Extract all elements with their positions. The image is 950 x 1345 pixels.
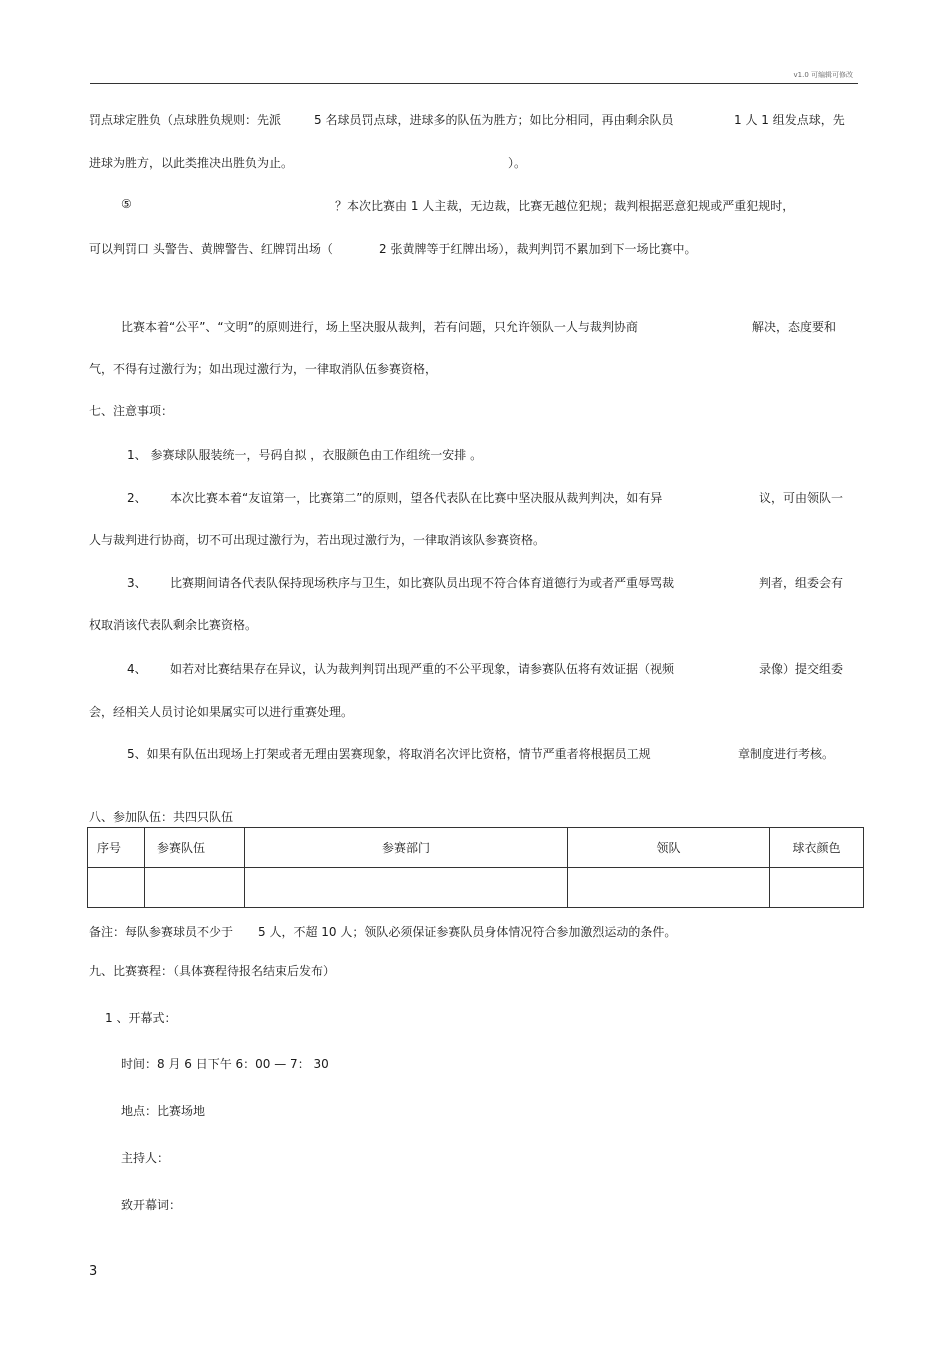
text-line-l9-seg-0: 2、 bbox=[127, 491, 147, 505]
text-line-l11-seg-1: 比赛期间请各代表队保持现场秩序与卫生，如比赛队员出现不符合体育道德行为或者严重辱骂裁 bbox=[170, 576, 675, 590]
table-cell bbox=[88, 868, 145, 908]
text-line-l18-seg-0: 九、比赛赛程：（具体赛程待报名结束后发布） bbox=[89, 964, 336, 978]
text-line-l7-seg-0: 七、注意事项： bbox=[89, 404, 174, 418]
table-header-cell: 参赛队伍 bbox=[145, 828, 245, 868]
text-line-l5-seg-1: 解决，态度要和 bbox=[752, 320, 837, 334]
text-line-l17-seg-1: 5 人，不超 10 人；领队必须保证参赛队员身体情况符合参加激烈运动的条件。 bbox=[258, 925, 677, 939]
text-line-l16-seg-0: 八、参加队伍：共四只队伍 bbox=[89, 810, 234, 824]
text-line-l5-seg-0: 比赛本着“公平”、“文明”的原则进行，场上坚决服从裁判，若有问题，只允许领队一人与裁判协商 bbox=[121, 320, 638, 334]
table-cell bbox=[770, 868, 864, 908]
text-line-l8-seg-0: 1、 参赛球队服装统一，号码自拟 ，衣服颜色由工作组统一安排 。 bbox=[127, 448, 483, 462]
text-line-l1-seg-1: 5 名球员罚点球，进球多的队伍为胜方；如比分相同，再由剩余队员 bbox=[314, 113, 674, 127]
table-header-cell: 球衣颜色 bbox=[770, 828, 864, 868]
teams-table-header-row bbox=[88, 828, 864, 868]
header-rule bbox=[90, 83, 858, 84]
text-line-l15-seg-1: 章制度进行考核。 bbox=[738, 747, 835, 761]
text-line-l22-seg-0: 主持人： bbox=[121, 1151, 170, 1165]
text-line-l9-seg-1: 本次比赛本着“友谊第一，比赛第二”的原则，望各代表队在比赛中坚决服从裁判判决，如有异 bbox=[170, 491, 663, 505]
table-header-cell: 参赛部门 bbox=[245, 828, 568, 868]
text-line-l19-seg-0: 1 、开幕式： bbox=[105, 1011, 177, 1025]
text-line-l13-seg-1: 如若对比赛结果存在异议，认为裁判判罚出现严重的不公平现象，请参赛队伍将有效证据（视频 bbox=[170, 662, 675, 676]
text-line-l4-seg-0: 可以判罚口 头警告、黄牌警告、红牌罚出场（ bbox=[89, 242, 333, 256]
text-line-l12-seg-0: 权取消该代表队剩余比赛资格。 bbox=[89, 618, 258, 632]
text-line-l21-seg-0: 地点：比赛场地 bbox=[121, 1104, 206, 1118]
text-line-l4-seg-1: 2 张黄牌等于红牌出场），裁判判罚不累加到下一场比赛中。 bbox=[379, 242, 697, 256]
text-line-l10-seg-0: 人与裁判进行协商，切不可出现过激行为，若出现过激行为，一律取消该队参赛资格。 bbox=[89, 533, 546, 547]
text-line-l17-seg-0: 备注：每队参赛球员不少于 bbox=[89, 925, 234, 939]
text-line-l11-seg-2: 判者，组委会有 bbox=[759, 576, 844, 590]
table-row bbox=[88, 868, 864, 908]
text-line-l20-seg-0: 时间：8 月 6 日下午 6：00 — 7： 30 bbox=[121, 1057, 329, 1071]
table-cell bbox=[145, 868, 245, 908]
text-line-l6-seg-0: 气，不得有过激行为；如出现过激行为，一律取消队伍参赛资格， bbox=[89, 362, 438, 376]
text-line-l23-seg-0: 致开幕词： bbox=[121, 1198, 182, 1212]
text-line-l13-seg-2: 录像）提交组委 bbox=[759, 662, 844, 676]
text-line-l3-seg-0: ⑤ bbox=[121, 197, 132, 211]
text-line-l15-seg-0: 5、如果有队伍出现场上打架或者无理由罢赛现象，将取消名次评比资格，情节严重者将根据员工规 bbox=[127, 747, 651, 761]
text-line-l9-seg-2: 议，可由领队一 bbox=[759, 491, 844, 505]
table-cell bbox=[245, 868, 568, 908]
teams-table bbox=[87, 827, 864, 908]
table-header-cell: 领队 bbox=[568, 828, 770, 868]
text-line-l3-seg-1: ？本次比赛由 1 人主裁，无边裁，比赛无越位犯规；裁判根据恶意犯规或严重犯规时， bbox=[335, 199, 795, 213]
text-line-l1-seg-0: 罚点球定胜负（点球胜负规则：先派 bbox=[89, 113, 282, 127]
text-line-l14-seg-0: 会，经相关人员讨论如果属实可以进行重赛处理。 bbox=[89, 705, 354, 719]
text-line-l11-seg-0: 3、 bbox=[127, 576, 147, 590]
table-header-cell: 序号 bbox=[88, 828, 145, 868]
text-line-l13-seg-0: 4、 bbox=[127, 662, 147, 676]
header-version-tag: v1.0 可编辑可修改 bbox=[793, 71, 853, 79]
page-number: 3 bbox=[89, 1264, 98, 1279]
text-line-l2-seg-1: ）。 bbox=[508, 156, 527, 170]
table-cell bbox=[568, 868, 770, 908]
text-line-l2-seg-0: 进球为胜方，以此类推决出胜负为止。 bbox=[89, 156, 294, 170]
text-line-l1-seg-2: 1 人 1 组发点球，先 bbox=[734, 113, 845, 127]
